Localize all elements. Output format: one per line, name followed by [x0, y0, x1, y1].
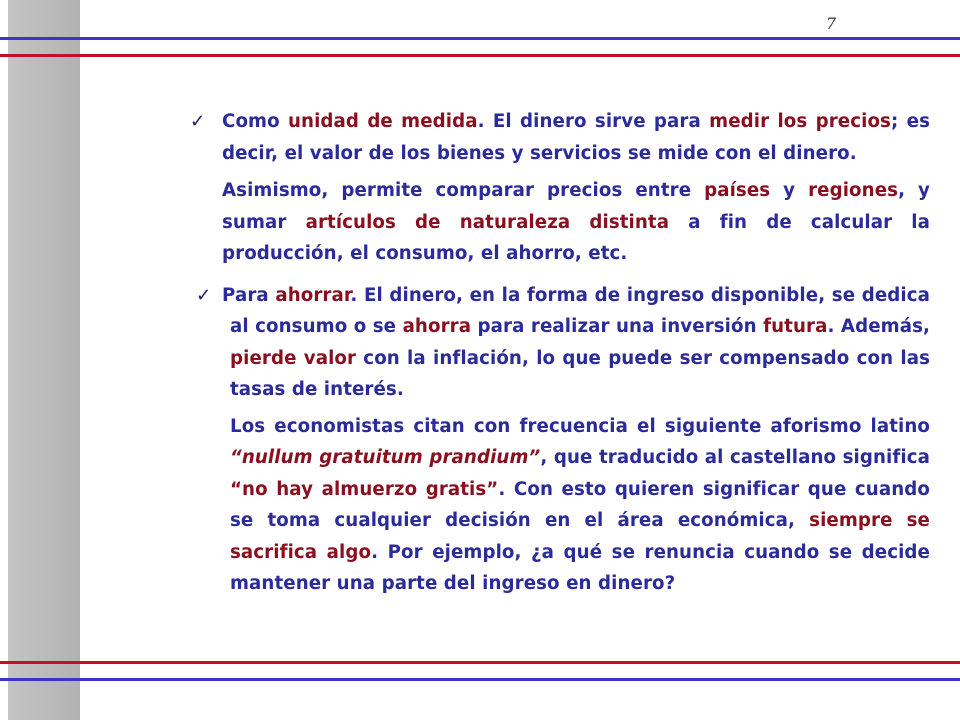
- top-blue-rule: [0, 37, 960, 40]
- bullet-saving: [196, 280, 931, 406]
- bottom-red-rule: [0, 661, 960, 664]
- paragraph-compare-prices: Asimismo, permite comparar precios entre países y regiones, y sumar artículos de naturaleza distinta a fin de calcular la producción, el consumo, el ahorro, etc.: [222, 180, 931, 264]
- checkmark-icon: ✓: [196, 284, 212, 306]
- paragraph-aphorism: Los economistas citan con frecuencia el siguiente aforismo latino “nullum gratuitum prandium”, que traducido al castellano significa “no hay almuerzo gratis”. Con esto quieren significar que cuando se toma cualquier decisión en el área económica, siempre se sacrifica algo. Por ejemplo, ¿a qué se renuncia cuando se decide mantener una parte del ingreso en dinero?: [230, 415, 930, 594]
- bullet-text: Para ahorrar. El dinero, en la forma de ingreso disponible, se dedica al consumo o se ahorra para realizar una inversión futura. Además, pierde valor con la inflación, lo que puede ser compensado con las tasas de interés.: [222, 284, 931, 400]
- page-number: 7: [826, 14, 837, 33]
- bullet-text: Como unidad de medida. El dinero sirve para medir los precios; es decir, el valor de los bienes y servicios se mide con el dinero.: [222, 111, 931, 164]
- bottom-blue-rule: [0, 678, 960, 681]
- top-red-rule: [0, 54, 960, 57]
- bullet-unit-of-measure: [190, 106, 931, 169]
- slide-content: [190, 106, 930, 600]
- checkmark-icon: ✓: [190, 111, 206, 132]
- left-decorative-bar: [8, 0, 80, 720]
